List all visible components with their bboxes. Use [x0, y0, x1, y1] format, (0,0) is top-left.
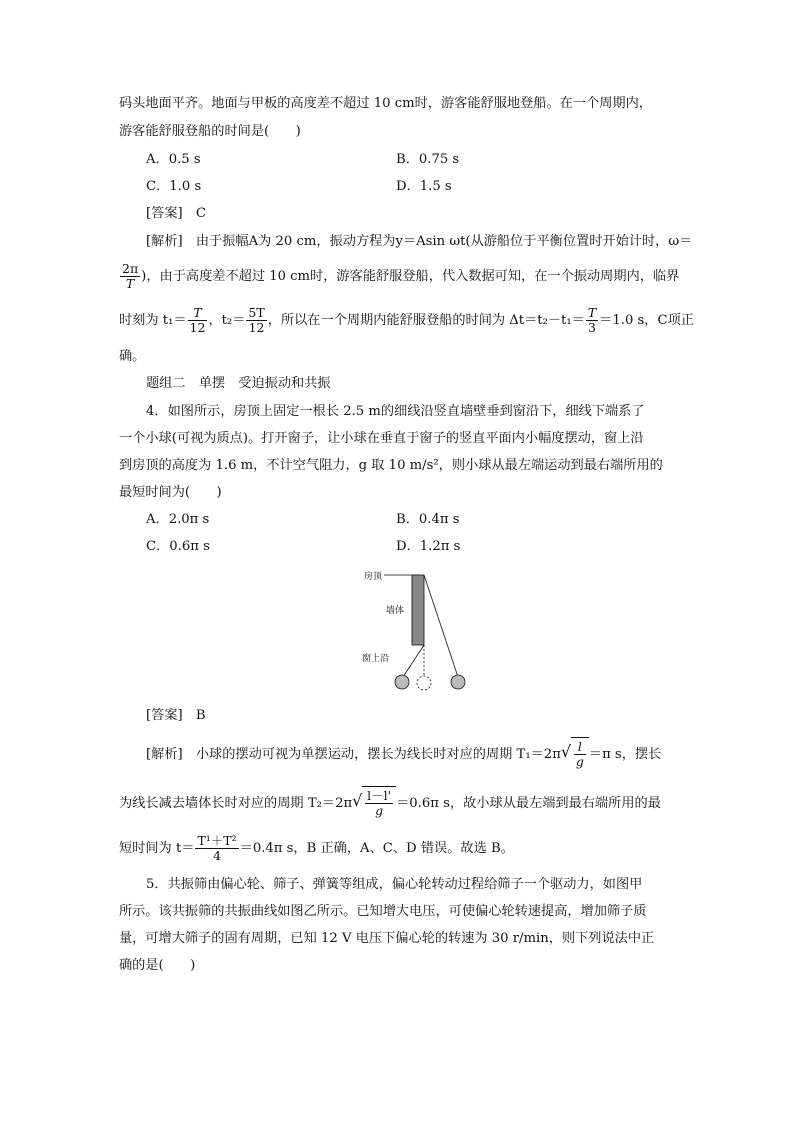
q4-option-c: C．0.6π s: [146, 539, 210, 554]
q4-stem-line3: 到房顶的高度为 1.6 m，不计空气阻力，g 取 10 m/s²，则小球从最左端运动到最右端所用的: [119, 458, 663, 473]
q4-option-a: A．2.0π s: [146, 512, 210, 527]
q4-option-d: D．1.2π s: [396, 539, 461, 554]
q5-stem-line4: 确的是( ): [119, 958, 196, 973]
q4-stem-line4: 最短时间为( ): [119, 485, 222, 500]
roof-label: 房顶: [364, 572, 383, 582]
q3-option-b: B．0.75 s: [396, 152, 460, 167]
wall-label: 墙体: [386, 606, 405, 616]
q3-answer: [答案] C: [146, 206, 206, 221]
q3-analysis-line3: 时刻为 t₁＝ $\frac{T}{12}$ ，t₂＝ $\frac{5T}{12}$ ，所以在一个周期内能舒服登船的时间为 Δt＝t₂－t₁＝ $\frac{T}{3}$ ＝1.0 s，C项正: [119, 305, 694, 335]
group-title: 题组二 单摆 受迫振动和共振: [146, 376, 331, 391]
q3-analysis-line4: 确。: [119, 349, 146, 364]
fraction: $\frac{\text{T¹＋T²}}{4}$: [197, 833, 237, 863]
fraction: $\frac{5T}{12}$: [248, 305, 265, 335]
q5-stem-line1: 5．共振筛由偏心轮、筛子、弹簧等组成，偏心轮转动过程给筛子一个驱动力，如图甲: [146, 877, 643, 892]
q5-stem-line2: 所示。该共振筛的共振曲线如图乙所示。已知增大电压，可使偏心轮转速提高，增加筛子质: [119, 904, 647, 919]
fraction: $\frac{2\pi}{T}$: [122, 261, 139, 291]
pendulum-diagram: [360, 565, 480, 700]
right-ball: [451, 675, 465, 689]
q3-analysis-line1: [解析] 由于振幅A为 20 cm，振动方程为y＝Asin ωt(从游船位于平衡位置时开始计时，ω＝: [146, 234, 693, 249]
q3-option-d: D．1.5 s: [396, 179, 452, 194]
q5-stem-line3: 量，可增大筛子的固有周期，已知 12 V 电压下偏心轮的转速为 30 r/min，则下列说法中正: [119, 931, 655, 946]
fraction: $\frac{T}{12}$: [189, 305, 206, 335]
q4-analysis-line1: [解析] 小球的摆动可视为单摆运动，摆长为线长时对应的周期 T₁＝2π √ $\frac{l}{g}$ ＝π s，摆长: [146, 737, 661, 772]
q4-option-b: B．0.4π s: [396, 512, 460, 527]
q3-option-a: A．0.5 s: [146, 152, 201, 167]
q4-analysis-line2: 为线长减去墙体长时对应的周期 T₂＝2π √ $\frac{l-l'}{g}$ ＝0.6π s，故小球从最左端到最右端所用的最: [119, 786, 661, 821]
q4-stem-line2: 一个小球(可视为质点)。打开窗子，让小球在垂直于窗子的竖直平面内小幅度摆动，窗上沿: [119, 431, 644, 446]
window-label: 窗上沿: [362, 654, 390, 664]
sqrt: √ $\frac{l-l'}{g}$: [352, 786, 396, 821]
string-to-left-ball: [403, 645, 424, 677]
q3-option-c: C．1.0 s: [146, 179, 202, 194]
fraction: $\frac{T}{3}$: [587, 305, 597, 335]
wall-block: [412, 575, 424, 645]
q4-analysis-line3: 短时间为 t＝ $\frac{\text{T¹＋T²}}{4}$ ＝0.4π s，B 正确，A、C、D 错误。故选 B。: [119, 833, 514, 863]
q4-answer: [答案] B: [146, 708, 206, 723]
center-ball-dashed: [417, 676, 431, 690]
sqrt: √ $\frac{l}{g}$: [561, 737, 589, 772]
q3-stem-line2: 游客能舒服登船的时间是( ): [119, 124, 301, 139]
q3-analysis-line2: $\frac{2\pi}{T}$ )，由于高度差不超过 10 cm时，游客能舒服登船，代入数据可知，在一个振动周期内，临界: [122, 261, 680, 291]
string-to-right-ball: [424, 575, 458, 677]
q4-stem-line1: 4．如图所示，房顶上固定一根长 2.5 m的细线沿竖直墙壁垂到窗沿下，细线下端系了: [146, 404, 645, 419]
left-ball: [395, 675, 409, 689]
q3-stem-line1: 码头地面平齐。地面与甲板的高度差不超过 10 cm时，游客能舒服地登船。在一个周期内，: [119, 96, 652, 111]
